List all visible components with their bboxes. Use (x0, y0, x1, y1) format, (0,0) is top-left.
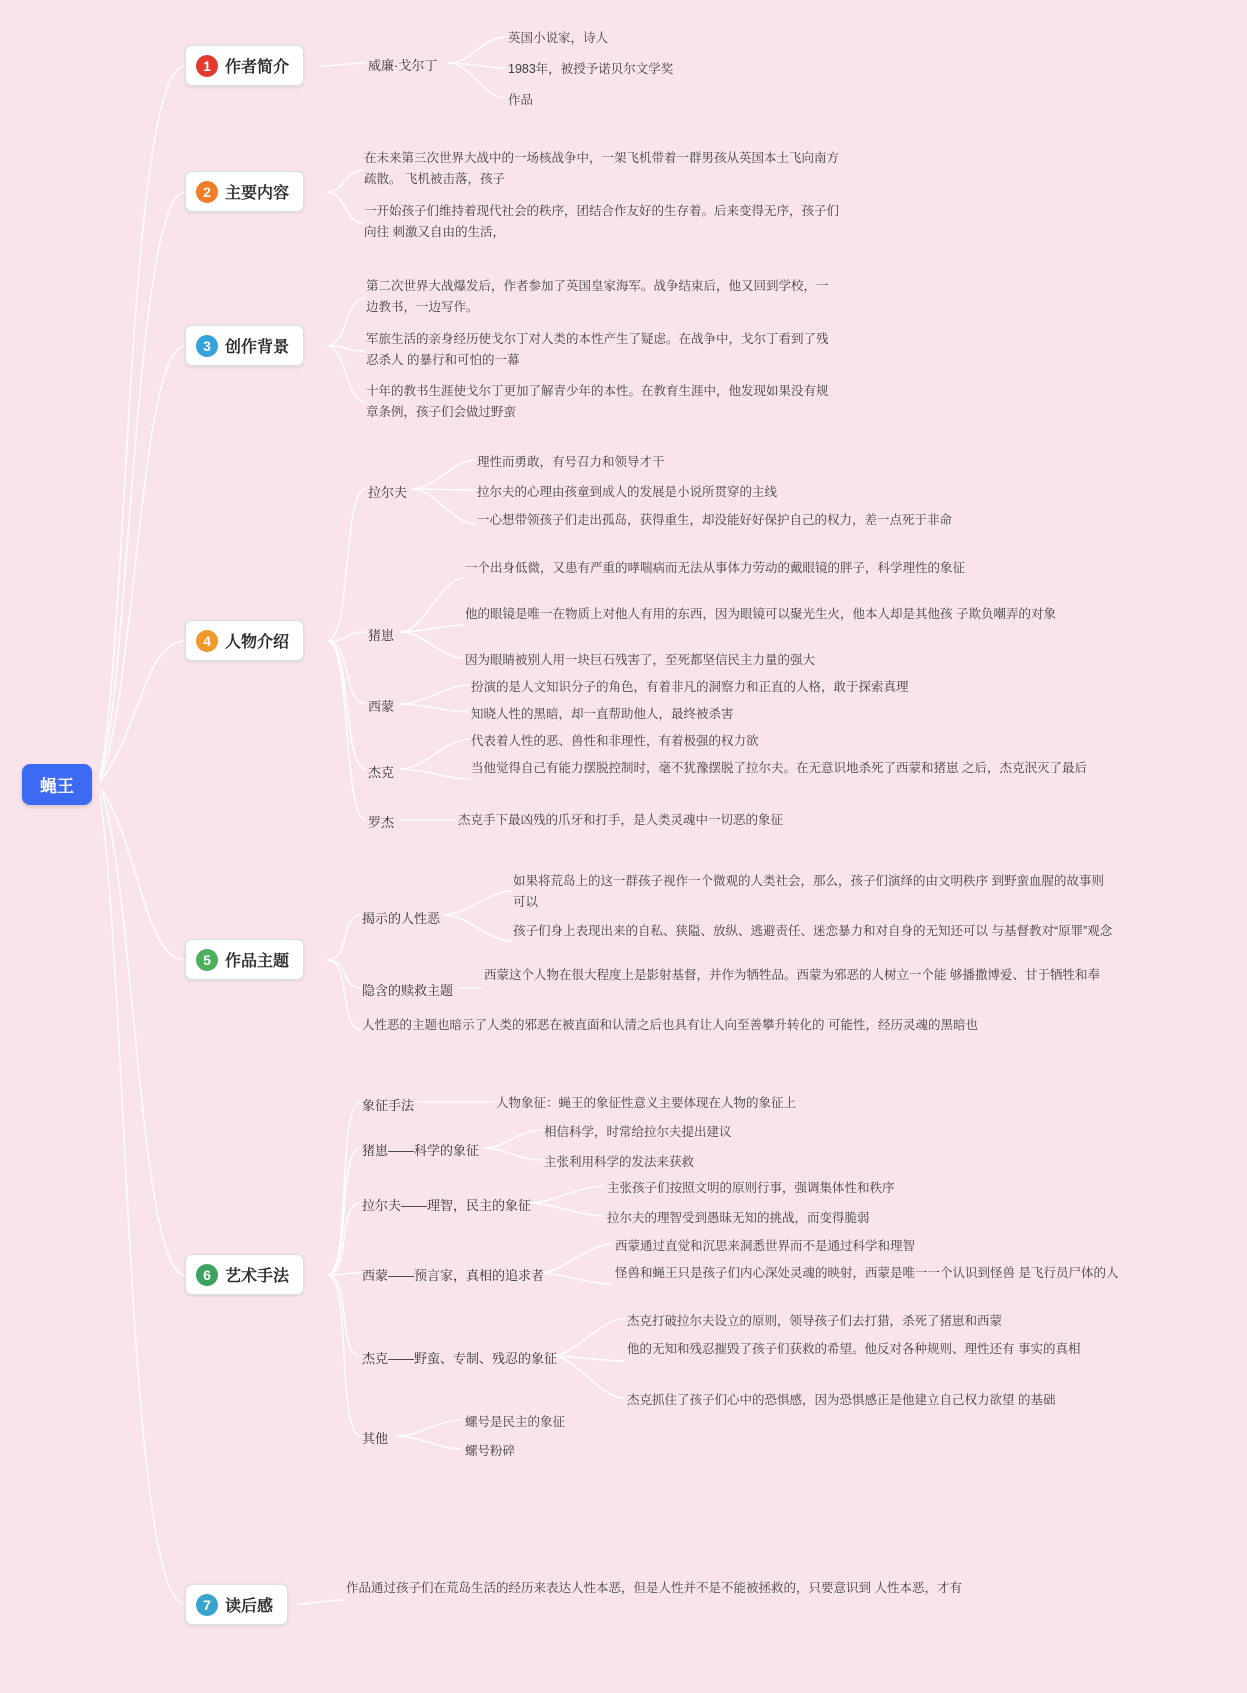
branch-label: 艺术手法 (225, 1268, 290, 1285)
node-technique-note[interactable]: 螺号粉碎 (465, 1444, 516, 1458)
node-character-note[interactable]: 代表着人性的恶、兽性和非理性，有着极强的权力欲 (471, 734, 759, 748)
branch-label: 作者简介 (225, 59, 290, 76)
node-theme-note[interactable]: 西蒙这个人物在很大程度上是影射基督，并作为牺牲品。西蒙为邪恶的人树立一个能 够播撒博爱、甘于牺牲和奉 (484, 968, 1100, 982)
branch-number-badge: 3 (196, 335, 218, 357)
node-character-note[interactable]: 知晓人性的黑暗，却一直帮助他人，最终被杀害 (471, 707, 734, 721)
branch-number-badge: 7 (196, 1594, 218, 1616)
node-character-note[interactable]: 一个出身低微，又患有严重的哮喘病而无法从事体力劳动的戴眼镜的胖子，科学理性的象征 (465, 561, 966, 575)
node-character-note[interactable]: 一心想带领孩子们走出孤岛，获得重生，却没能好好保护自己的权力，差一点死于非命 (477, 513, 953, 527)
node-theme-note[interactable]: 如果将荒岛上的这一群孩子视作一个微观的人类社会，那么，孩子们演绎的由文明秩序 到野蛮血腥的故事则可以 (513, 874, 1104, 910)
node-character-note[interactable]: 因为眼睛被别人用一块巨石残害了，至死都坚信民主力量的强大 (465, 653, 816, 667)
node-technique-note[interactable]: 他的无知和残忍摧毁了孩子们获救的希望。他反对各种规则、理性还有 事实的真相 (627, 1342, 1081, 1356)
branch-label: 人物介绍 (225, 634, 290, 651)
branch-themes[interactable] (185, 939, 304, 980)
node-character-piggy[interactable]: 猪崽 (368, 628, 395, 643)
node-character-note[interactable]: 杰克手下最凶残的爪牙和打手，是人类灵魂中一切恶的象征 (458, 813, 784, 827)
node-technique-note[interactable]: 杰克打破拉尔夫设立的原则，领导孩子们去打猎，杀死了猪崽和西蒙 (627, 1314, 1003, 1328)
node-character-jack[interactable]: 杰克 (368, 765, 395, 780)
node-plot-paragraph[interactable]: 在未来第三次世界大战中的一场核战争中，一架飞机带着一群男孩从英国本土飞向南方疏散。 飞机被击落，孩子 (364, 151, 840, 187)
node-author-fact[interactable]: 英国小说家，诗人 (508, 31, 609, 45)
node-symbol-ralph[interactable]: 拉尔夫——理智，民主的象征 (362, 1198, 532, 1213)
branch-number-badge: 4 (196, 630, 218, 652)
node-character-ralph[interactable]: 拉尔夫 (368, 485, 408, 500)
node-symbol-other[interactable]: 其他 (362, 1431, 389, 1446)
node-afterthoughts-paragraph[interactable]: 作品通过孩子们在荒岛生活的经历来表达人性本恶，但是人性并不是不能被拯救的，只要意识到 人性本恶，才有 (346, 1581, 962, 1595)
central-topic-lord-of-the-flies[interactable]: 蝇王 (22, 764, 92, 805)
branch-number-badge: 5 (196, 949, 218, 971)
node-symbol-piggy[interactable]: 猪崽——科学的象征 (362, 1143, 480, 1158)
branch-afterthoughts[interactable] (185, 1584, 288, 1625)
branch-number-badge: 1 (196, 55, 218, 77)
node-author-name[interactable]: 威廉·戈尔丁 (368, 58, 438, 73)
node-author-fact[interactable]: 作品 (508, 93, 534, 107)
node-background-paragraph[interactable]: 第二次世界大战爆发后，作者参加了英国皇家海军。战争结束后，他又回到学校，一边教书，一边写作。 (366, 279, 829, 315)
node-theme-redemption[interactable]: 隐含的赎救主题 (362, 983, 454, 998)
branch-label: 作品主题 (225, 953, 290, 970)
node-technique-note[interactable]: 西蒙通过直觉和沉思来洞悉世界而不是通过科学和理智 (615, 1239, 916, 1253)
branch-number-badge: 6 (196, 1264, 218, 1286)
branch-techniques[interactable] (185, 1254, 304, 1295)
node-character-simon[interactable]: 西蒙 (368, 699, 395, 714)
node-technique-note[interactable]: 拉尔夫的理智受到愚昧无知的挑战，而变得脆弱 (607, 1211, 870, 1225)
node-character-note[interactable]: 他的眼镜是唯一在物质上对他人有用的东西，因为眼镜可以聚光生火，他本人却是其他孩 子欺负嘲弄的对象 (465, 607, 1056, 621)
node-technique-note[interactable]: 主张利用科学的发法来获救 (544, 1155, 695, 1169)
node-character-roger[interactable]: 罗杰 (368, 815, 395, 830)
node-background-paragraph[interactable]: 十年的教书生涯使戈尔丁更加了解青少年的本性。在教育生涯中，他发现如果没有规章条例，孩子们会做过野蛮 (366, 384, 829, 420)
node-background-paragraph[interactable]: 军旅生活的亲身经历使戈尔丁对人类的本性产生了疑虑。在战争中，戈尔丁看到了残忍杀人 的暴行和可怕的一幕 (366, 332, 829, 368)
node-theme-evil[interactable]: 揭示的人性恶 (362, 911, 441, 926)
node-theme-footer[interactable]: 人性恶的主题也暗示了人类的邪恶在被直面和认清之后也具有让人向至善攀升转化的 可能性，经历灵魂的黑暗也 (362, 1018, 978, 1032)
node-technique-note[interactable]: 主张孩子们按照文明的原则行事，强调集体性和秩序 (607, 1181, 895, 1195)
branch-label: 创作背景 (225, 339, 290, 356)
node-character-note[interactable]: 当他觉得自己有能力摆脱控制时，毫不犹豫摆脱了拉尔夫。在无意识地杀死了西蒙和猪崽 之后，杰克泯灭了最后 (471, 761, 1087, 775)
branch-label: 主要内容 (225, 185, 290, 202)
node-theme-note[interactable]: 孩子们身上表现出来的自私、狭隘、放纵、逃避责任、迷恋暴力和对自身的无知还可以 与基督教对“原罪”观念 (513, 924, 1113, 938)
node-symbol-jack[interactable]: 杰克——野蛮、专制、残忍的象征 (362, 1351, 558, 1366)
node-character-note[interactable]: 拉尔夫的心理由孩童到成人的发展是小说所贯穿的主线 (477, 485, 778, 499)
node-character-note[interactable]: 理性而勇敢，有号召力和领导才干 (477, 455, 665, 469)
branch-main-content[interactable] (185, 171, 304, 212)
node-technique-note[interactable]: 杰克抓住了孩子们心中的恐惧感，因为恐惧感正是他建立自己权力欲望 的基础 (627, 1393, 1056, 1407)
node-technique-note[interactable]: 怪兽和蝇王只是孩子们内心深处灵魂的映射，西蒙是唯一一个认识到怪兽 是飞行员尸体的人 (615, 1266, 1119, 1280)
branch-label: 读后感 (225, 1598, 274, 1615)
branch-number-badge: 2 (196, 181, 218, 203)
branch-characters[interactable] (185, 620, 304, 661)
node-author-fact[interactable]: 1983年，被授予诺贝尔文学奖 (508, 62, 674, 76)
branch-background[interactable] (185, 325, 304, 366)
node-symbolism[interactable]: 象征手法 (362, 1098, 415, 1113)
node-technique-note[interactable]: 相信科学，时常给拉尔夫提出建议 (544, 1125, 732, 1139)
node-character-note[interactable]: 扮演的是人文知识分子的角色，有着非凡的洞察力和正直的人格，敢于探索真理 (471, 680, 909, 694)
branch-author-intro[interactable] (185, 45, 304, 86)
node-technique-note[interactable]: 人物象征：蝇王的象征性意义主要体现在人物的象征上 (496, 1096, 797, 1110)
node-plot-paragraph[interactable]: 一开始孩子们维持着现代社会的秩序，团结合作友好的生存着。后来变得无序，孩子们向往 刺激又自由的生活， (364, 204, 840, 240)
node-symbol-simon[interactable]: 西蒙——预言家，真相的追求者 (362, 1268, 545, 1283)
node-technique-note[interactable]: 螺号是民主的象征 (465, 1415, 566, 1429)
